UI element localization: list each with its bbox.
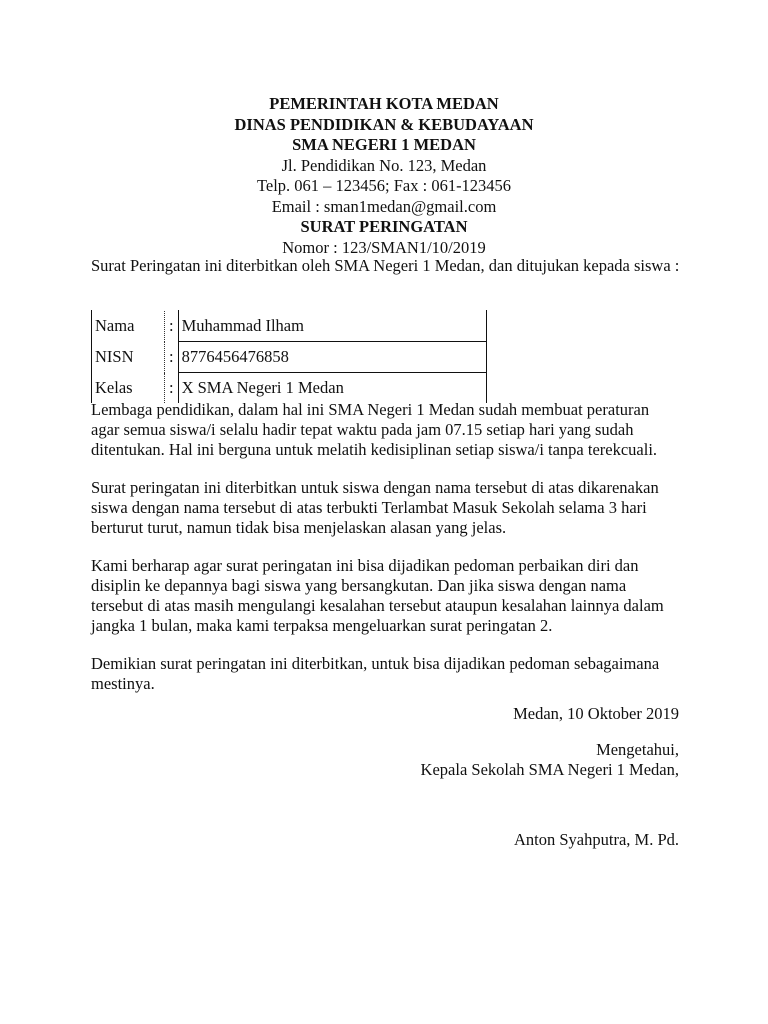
student-nisn-label: NISN	[92, 342, 165, 373]
school-email: Email : sman1medan@gmail.com	[271, 196, 497, 216]
government-name: PEMERINTAH KOTA MEDAN	[269, 94, 499, 113]
school-address: Jl. Pendidikan No. 123, Medan	[281, 155, 487, 175]
school-phone: Telp. 061 – 123456; Fax : 061-123456	[256, 176, 512, 195]
table-row	[92, 342, 487, 373]
place-date: Medan, 10 Oktober 2019	[513, 704, 679, 723]
student-class-value: X SMA Negeri 1 Medan	[178, 373, 486, 404]
separator: :	[165, 342, 179, 373]
student-name-label: Nama	[92, 311, 165, 342]
signatory-name: Anton Syahputra, M. Pd.	[514, 830, 679, 849]
signatory-role: Kepala Sekolah SMA Negeri 1 Medan,	[420, 760, 679, 779]
separator: :	[165, 311, 179, 342]
paragraph-closing: Demikian surat peringatan ini diterbitkan, untuk bisa dijadikan pedoman sebagaimana mestinya.	[91, 654, 660, 693]
student-name-value: Muhammad Ilham	[178, 311, 486, 342]
student-class-label: Kelas	[92, 373, 165, 404]
intro-text: Surat Peringatan ini diterbitkan oleh SMA Negeri 1 Medan, dan ditujukan kepada siswa :	[91, 256, 680, 275]
separator: :	[165, 373, 179, 404]
letter-body	[91, 400, 681, 712]
paragraph-violation: Surat peringatan ini diterbitkan untuk siswa dengan nama tersebut di atas dikarenakan siswa dengan nama tersebut di atas terbukti Terlambat Masuk Sekolah selama 3 hari berturut turut, namun tidak bisa menjelaskan alasan yang jelas.	[91, 478, 659, 537]
acknowledged-label: Mengetahui,	[596, 740, 679, 759]
student-info-table	[91, 310, 487, 403]
school-name: SMA NEGERI 1 MEDAN	[292, 135, 476, 154]
document-title: SURAT PERINGATAN	[300, 217, 468, 236]
letterhead	[0, 94, 768, 258]
paragraph-hope: Kami berharap agar surat peringatan ini bisa dijadikan pedoman perbaikan diri dan disiplin ke depannya bagi siswa yang bersangkutan. Dan jika siswa dengan nama tersebut di atas masih mengulangi kesalahan tersebut ataupun kesalahan lainnya dalam jangka 1 bulan, maka kami terpaksa mengeluarkan surat peringatan 2.	[91, 556, 664, 635]
table-row	[92, 373, 487, 404]
document-number: Nomor : 123/SMAN1/10/2019	[282, 237, 486, 257]
student-nisn-value: 8776456476858	[178, 342, 486, 373]
paragraph-regulation: Lembaga pendidikan, dalam hal ini SMA Negeri 1 Medan sudah membuat peraturan agar semua siswa/i selalu hadir tepat waktu pada jam 07.15 setiap hari yang sudah ditentukan. Hal ini berguna untuk melatih kedisiplinan setiap siswa/i tanpa terekcuali.	[91, 400, 658, 459]
table-row	[92, 311, 487, 342]
department-name: DINAS PENDIDIKAN & KEBUDAYAAN	[234, 114, 534, 134]
